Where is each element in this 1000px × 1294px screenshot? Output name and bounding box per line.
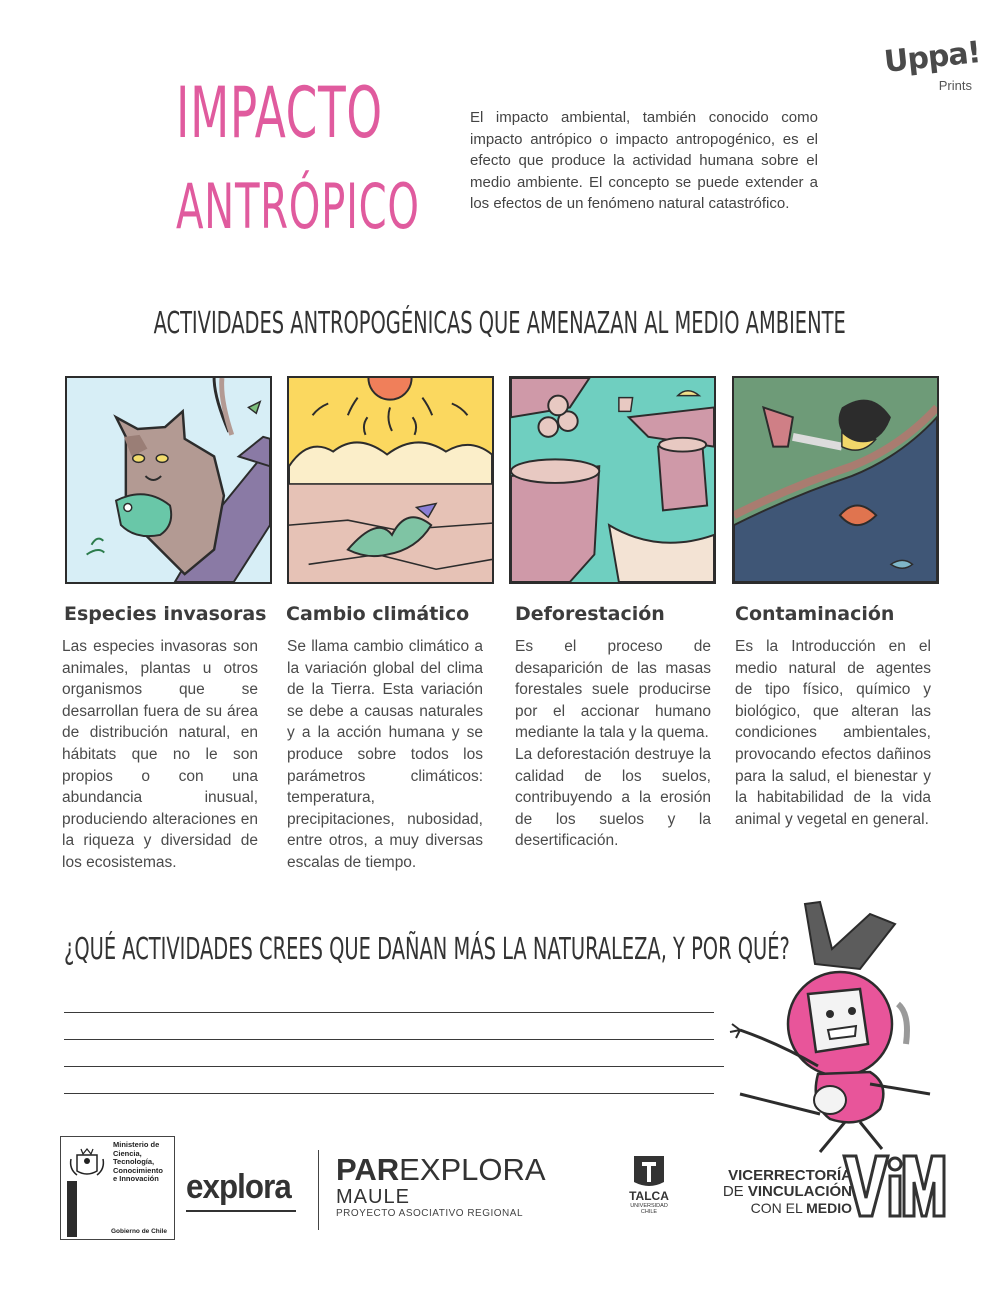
invasive-species-illustration (65, 376, 272, 584)
par-explora-logo (336, 1152, 546, 1188)
gobierno-chile-logo (60, 1136, 175, 1240)
question-prompt (64, 932, 824, 967)
page-title-line1: IMPACTO (176, 72, 383, 154)
par-project: PROYECTO ASOCIATIVO REGIONAL (336, 1208, 524, 1219)
invasive-species-title: Especies invasoras (64, 603, 267, 625)
talca-label: TALCA (629, 1189, 669, 1203)
intro-paragraph: El impacto ambiental, también conocido como impacto antrópico o impacto antropogénico, es el efecto que produce la actividad humana sobre el medio ambiente. El concepto se puede extender a los efectos de un fenómeno natural catastrófico. (470, 109, 818, 212)
vice-line-2 (708, 1184, 852, 1200)
ministry-line: Ministerio de (113, 1140, 160, 1149)
section-title (0, 306, 1000, 341)
gobierno-label: Gobierno de Chile (111, 1228, 167, 1235)
tree-stump-icon (511, 378, 714, 582)
footer-divider (318, 1150, 319, 1230)
deforestation-text-2: La deforestación destruye la calidad de los suelos, contribuyendo a la erosión de los suelos y la desertificación. (515, 745, 711, 850)
explora-underline (186, 1210, 296, 1212)
mascot-illustration (720, 894, 940, 1154)
deforestation-text-block (515, 636, 711, 852)
climate-change-text: Se llama cambio climático a la variación global del clima de la Tierra. Esta variación se debe a causas naturales y a la acción humana y se produce sobre todos los parámetros climáticos: temperatura, precipitaciones, nubosidad, entre otros, a muy diversas escalas de tiempo. (287, 638, 483, 871)
question-text: ¿QUÉ ACTIVIDADES CREES QUE DAÑAN MÁS LA NATURALEZA, Y POR QUÉ? (64, 932, 790, 967)
par-bold: PAR (336, 1152, 400, 1187)
vice-line-3-light: CON EL (750, 1200, 807, 1216)
brand-sub: Prints (938, 78, 972, 93)
sun-icon (289, 378, 492, 582)
talca-sub (616, 1203, 682, 1215)
ministry-line: Conocimiento (113, 1165, 163, 1175)
cat-icon (67, 378, 270, 582)
vice-rectory-label (708, 1168, 852, 1216)
flag-bar (67, 1181, 77, 1237)
invasive-species-text: Las especies invasoras son animales, plantas u otros organismos que se desarrollan fuera de su área de distribución natural, en hábitats que no le son propios o con una abundancia inusual, produciendo alteraciones en la riqueza y diversidad de los ecosistemas. (62, 638, 258, 871)
explora-logo: explora (186, 1168, 291, 1206)
section-title-text: ACTIVIDADES ANTROPOGÉNICAS QUE AMENAZAN AL MEDIO AMBIENTE (153, 306, 847, 341)
page-title-line2: ANTRÓPICO (176, 170, 420, 243)
vim-logo (842, 1154, 946, 1218)
climate-change-title: Cambio climático (286, 603, 470, 625)
pollution-text: Es la Introducción en el medio natural de agentes de tipo físico, químico y biológico, que alteran las condiciones ambientales, provocando efectos dañinos para la salud, el bienestar y la habitabilidad de la vida animal y vegetal en general. (735, 638, 931, 828)
ministry-name (113, 1141, 175, 1184)
vice-line-2-bold: VINCULACIÓN (747, 1183, 852, 1200)
pollution-illustration (732, 376, 939, 584)
brand-name: Uppa! (882, 35, 982, 80)
uppa-logo (882, 35, 982, 96)
talca-sub-line: UNIVERSIDAD (630, 1203, 668, 1209)
vice-line-3-bold: MEDIO (806, 1200, 852, 1216)
deforestation-text: Es el proceso de desaparición de las masas forestales suele producirse por el accionar humano mediante la tala y la quema. (515, 638, 711, 742)
deforestation-illustration (509, 376, 716, 584)
answer-line-2[interactable] (64, 1039, 714, 1040)
pollution-title: Contaminación (735, 603, 895, 625)
ministry-line: Ciencia, (113, 1148, 142, 1158)
answer-line-3[interactable] (64, 1066, 724, 1067)
talca-sub-line: CHILE (640, 1209, 658, 1215)
par-light: EXPLORA (399, 1152, 546, 1187)
answer-line-1[interactable] (64, 1012, 714, 1013)
deforestation-title: Deforestación (515, 603, 665, 625)
ministry-line: Tecnología, (113, 1157, 155, 1166)
climate-change-illustration (287, 376, 494, 584)
polluted-river-icon (734, 378, 937, 582)
page-title (176, 72, 446, 243)
vice-line-2-light: DE (722, 1183, 748, 1200)
vice-line-3 (708, 1200, 852, 1216)
answer-line-4[interactable] (64, 1093, 714, 1094)
coat-of-arms-icon (67, 1145, 107, 1179)
ministry-line: e Innovación (113, 1174, 159, 1183)
vice-line-1: VICERRECTORÍA (728, 1167, 852, 1184)
par-region: MAULE (336, 1186, 410, 1208)
